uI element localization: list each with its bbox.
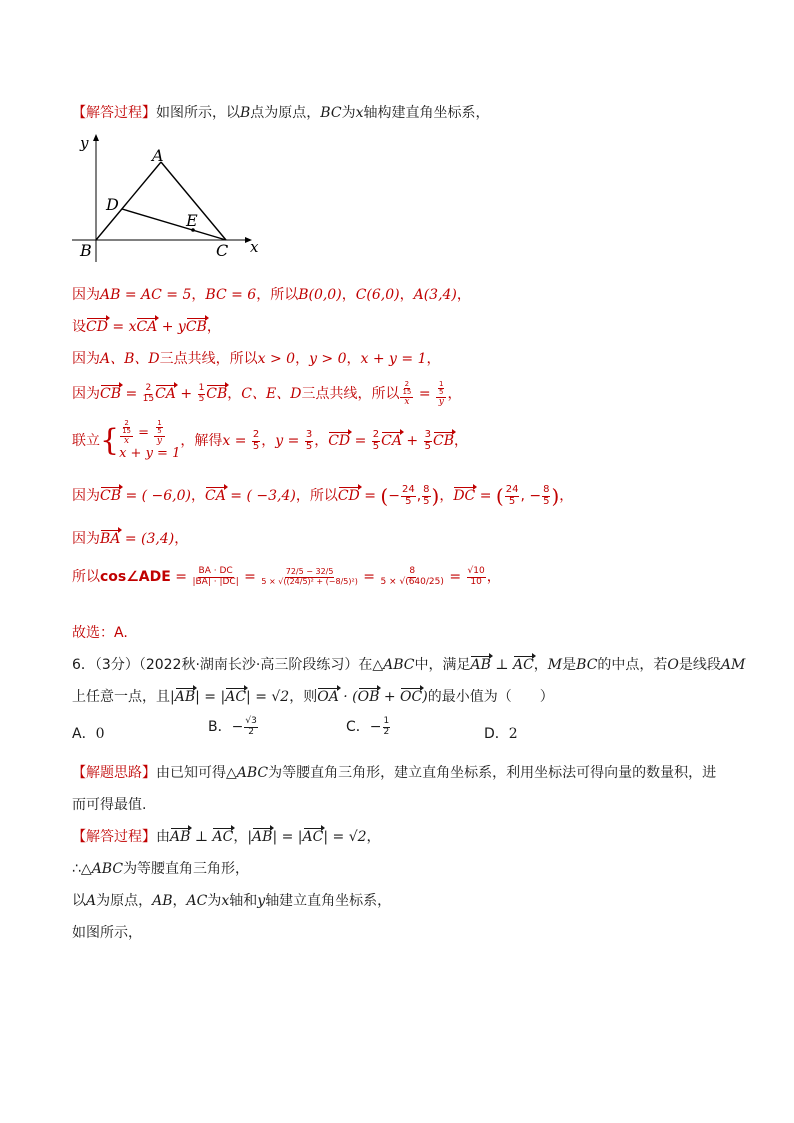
label-B: B	[80, 241, 92, 260]
option-c[interactable]: C．− $\frac{1}{2}$	[346, 716, 390, 737]
triangle-figure	[72, 132, 272, 266]
question-6-line1: 6．（3分）（2022秋·湖南长沙·高三阶段练习）在△ABC中，满足AB ⊥ AC，M是BC的中点，若O是线段AM	[72, 657, 746, 673]
solution-tag: 【解答过程】	[72, 105, 156, 121]
solution2-line1: 【解答过程】由AB ⊥ AC，|AB| = |AC| = √2，	[72, 829, 381, 845]
solution2-line4: 如图所示，	[72, 925, 142, 941]
label-A: A	[152, 146, 164, 165]
option-d[interactable]: D．2	[484, 726, 518, 742]
solution-intro: 【解答过程】如图所示，以B点为原点，BC为x轴构建直角坐标系，	[72, 105, 490, 121]
step-vector-coords: 因为CB = ( −6,0)，CA = ( −3,4)，所以CD = (− $\frac{24}{5}$ , $\frac{8}{5}$ )，DC = ( $\frac{24}{5}$ , − $\frac{8}{5}$ )，	[72, 484, 574, 508]
solution2-line3: 以A为原点，AB，AC为x轴和y轴建立直角坐标系，	[72, 893, 392, 909]
option-b[interactable]: B．− $\frac{√3}{2}$	[208, 716, 257, 737]
solution2-line2: ∴△ABC为等腰直角三角形，	[72, 861, 250, 877]
step-collinear-CED: 因为CB = $\frac{2}{15}$ CA + $\frac{1}{5}$ CB，C、E、D三点共线，所以 $\frac{\frac{2}{15}}{x}$ = $\frac{\frac{1}{5}}{y}$ ，	[72, 380, 462, 407]
step-cos: 所以cos∠ADE = $\frac{BA \cdot DC}{|BA| \cdot |DC|}$ = $\frac{72/5 - 32/5}{\text{5 × √((24/5)² + (−8/5)²)}}$ = $\frac{8}{5 \times √(640/25)}$ = $\frac{√10}{10}$ ，	[72, 566, 501, 587]
axis-x-label: x	[250, 238, 259, 256]
answer-line: 故选：A.	[72, 625, 128, 641]
step-solve-system: 联立{ $\frac{\frac{2}{15}}{x}$ = $\frac{\frac{1}{5}}{y}$ x + y = 1 ，解得x = $\frac{2}{5}$ ，y = $\frac{3}{5}$ ，CD = $\frac{2}{5}$ CA + $\frac{3}{5}$ CB，	[72, 419, 468, 462]
label-D: D	[106, 195, 119, 214]
solution-idea-line1: 【解题思路】由已知可得△ABC为等腰直角三角形，建立直角坐标系，利用坐标法可得向量的数量积，进	[72, 765, 717, 781]
question-6-line2: 上任意一点，且|AB| = |AC| = √2，则OA · (OB + OC)的最小值为（ ）	[72, 689, 554, 705]
step-set-vector: 设CD = xCA + yCB，	[72, 319, 221, 335]
axis-y-label: y	[80, 134, 89, 152]
segment-DC	[122, 209, 226, 240]
step-coordinates: 因为AB = AC = 5，BC = 6，所以B(0,0)，C(6,0)，A(3,4)，	[72, 287, 471, 303]
option-a[interactable]: A．0	[72, 726, 105, 742]
label-E: E	[186, 211, 198, 230]
step-collinear-ABD: 因为A、B、D三点共线，所以x > 0，y > 0，x + y = 1，	[72, 351, 441, 367]
solution2-tag: 【解答过程】	[72, 829, 156, 845]
step-BA: 因为BA = (3,4)，	[72, 531, 189, 547]
answer-choice: A.	[114, 625, 128, 641]
solution-idea-line2: 而可得最值.	[72, 797, 147, 813]
label-C: C	[216, 241, 229, 260]
idea-tag: 【解题思路】	[72, 765, 156, 781]
